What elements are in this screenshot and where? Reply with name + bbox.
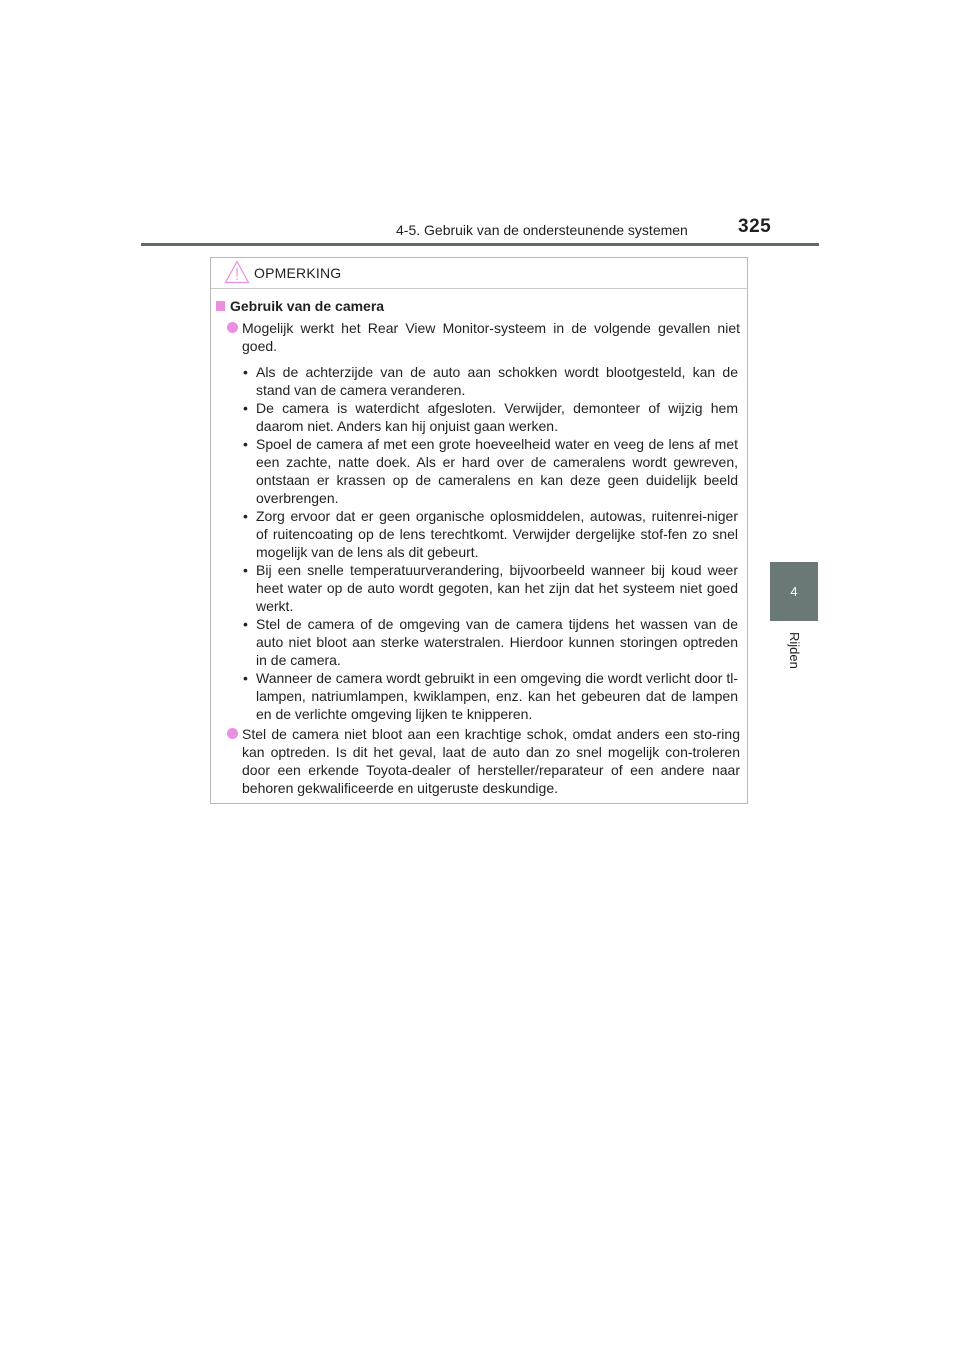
notice-body: [211, 297, 747, 797]
notice-title: OPMERKING: [254, 265, 342, 281]
sub-list-item-text: Wanneer de camera wordt gebruikt in een omgeving die wordt verlicht door tl-lampen, natriumlampen, kwiklampen, enz. kan het gebeuren dat de lampen en de verlichte omgeving lijken te knipperen.: [256, 670, 738, 722]
sub-list: [211, 363, 747, 723]
header-divider: [141, 243, 819, 246]
bullet-icon: •: [243, 562, 248, 578]
section-heading: [216, 297, 741, 317]
section-title: 4-5. Gebruik van de ondersteunende systemen: [396, 222, 688, 238]
sub-list-item: [211, 507, 747, 561]
list-item-text: Stel de camera niet bloot aan een krachtige schok, omdat anders een sto-ring kan optreden. Is dit het geval, laat de auto dan zo snel mogelijk con-troleren door een erkende Toyota-dealer of hersteller/reparateur of een andere naar behoren gekwalificeerde en uitgeruste deskundige.: [242, 726, 740, 796]
list-item: [211, 725, 747, 797]
sub-list-item: [211, 669, 747, 723]
chapter-tab: 4: [770, 562, 818, 621]
notice-box: [210, 257, 748, 804]
bullet-icon: •: [243, 508, 248, 524]
bullet-icon: •: [243, 436, 248, 452]
circle-bullet-icon: [227, 728, 238, 739]
sub-list-item: [211, 615, 747, 669]
sub-list-item-text: Zorg ervoor dat er geen organische oplosmiddelen, autowas, ruitenrei-niger of ruitencoating op de lens terechtkomt. Verwijder dergelijke stof-fen zo snel mogelijk van de lens als dit gebeurt.: [256, 508, 738, 560]
sub-list-item-text: Bij een snelle temperatuurverandering, bijvoorbeeld wanneer bij koud weer heet water op de auto wordt gegoten, kan het zijn dat het systeem niet goed werkt.: [256, 562, 738, 614]
bullet-icon: •: [243, 616, 248, 632]
square-bullet-icon: [216, 301, 225, 311]
bullet-icon: •: [243, 364, 248, 380]
sub-list-item: [211, 435, 747, 507]
notice-header: [211, 258, 747, 289]
section-heading-text: Gebruik van de camera: [230, 298, 385, 314]
bullet-icon: •: [243, 400, 248, 416]
sub-list-item: [211, 399, 747, 435]
list-item-text: Mogelijk werkt het Rear View Monitor-systeem in de volgende gevallen niet goed.: [242, 320, 740, 354]
sub-list-item-text: Stel de camera of de omgeving van de camera tijdens het wassen van de auto niet bloot aan sterke waterstralen. Hierdoor kunnen storingen optreden in de camera.: [256, 616, 738, 668]
chapter-label: Rijden: [787, 632, 802, 669]
warning-triangle-icon: [224, 260, 250, 284]
sub-list-item: [211, 561, 747, 615]
sub-list-item-text: Als de achterzijde van de auto aan schokken wordt blootgesteld, kan de stand van de camera veranderen.: [256, 364, 738, 398]
circle-bullet-icon: [227, 322, 238, 333]
sub-list-item-text: Spoel de camera af met een grote hoeveelheid water en veeg de lens af met een zachte, natte doek. Als er hard over de cameralens wordt gewreven, ontstaan er krassen op de cameralens en kan deze geen duidelijk beeld overbrengen.: [256, 436, 738, 506]
bullet-icon: •: [243, 670, 248, 686]
sub-list-item-text: De camera is waterdicht afgesloten. Verwijder, demonteer of wijzig hem daarom niet. Anders kan hij onjuist gaan werken.: [256, 400, 738, 434]
sub-list-item: [211, 363, 747, 399]
page-number: 325: [738, 216, 772, 237]
list-item: [211, 319, 747, 355]
